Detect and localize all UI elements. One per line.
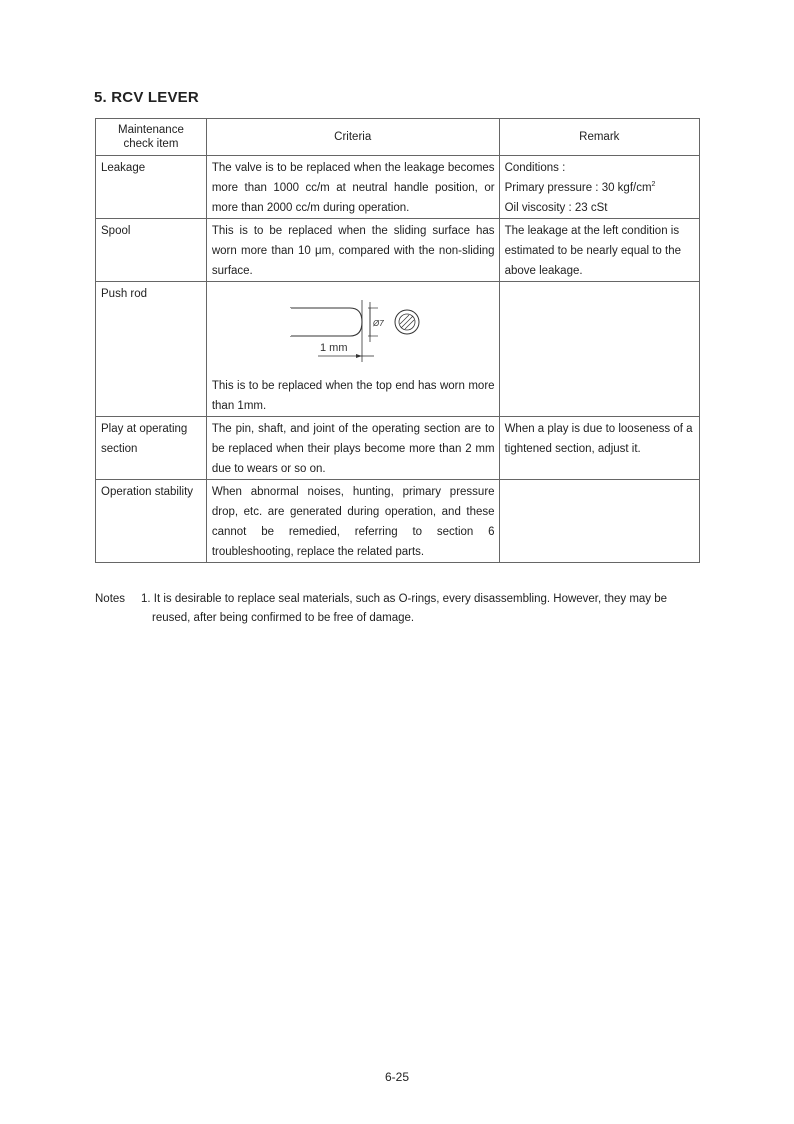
row-remark: When a play is due to looseness of a tightened section, adjust it. <box>499 417 699 480</box>
remark-line <box>505 178 695 198</box>
length-label: 1 mm <box>319 342 348 354</box>
header-criteria: Criteria <box>206 119 499 156</box>
maintenance-table <box>95 118 700 563</box>
diameter-label: Ø7 <box>372 319 384 328</box>
section-title: 5. RCV LEVER <box>94 89 199 106</box>
note-item <box>141 590 701 628</box>
row-remark <box>499 480 699 563</box>
row-item: Push rod <box>96 282 207 417</box>
table-row <box>96 282 700 417</box>
row-item: Spool <box>96 219 207 282</box>
row-criteria <box>206 282 499 417</box>
row-criteria: The valve is to be replaced when the leakage becomes more than 1000 cc/m at neutral handle position, or more than 2000 cc/m during operation. <box>206 156 499 219</box>
row-criteria-text: This is to be replaced when the top end has worn more than 1mm. <box>211 380 495 412</box>
row-remark: The leakage at the left condition is estimated to be nearly equal to the above leakage. <box>499 219 699 282</box>
remark-line: Conditions : <box>504 162 566 174</box>
remark-pressure: Primary pressure : 30 kgf/cm <box>504 182 652 194</box>
superscript: 2 <box>651 181 656 189</box>
table-header-row <box>96 119 700 156</box>
remark-line: Oil viscosity : 23 cSt <box>504 202 608 214</box>
row-item: Play at operating section <box>96 417 207 480</box>
row-item: Leakage <box>96 156 207 219</box>
notes-label: Notes <box>95 593 126 605</box>
table-row <box>96 156 700 219</box>
row-remark <box>499 156 699 219</box>
note-line: reused, after being confirmed to be free of damage. <box>152 612 415 624</box>
table-row <box>96 480 700 563</box>
row-criteria: The pin, shaft, and joint of the operating section are to be replaced when their plays become more than 2 mm due to wears or so on. <box>206 417 499 480</box>
header-remark: Remark <box>499 119 699 156</box>
row-remark <box>499 282 699 417</box>
table-row <box>96 219 700 282</box>
note-line: 1. It is desirable to replace seal materials, such as O-rings, every disassembling. However, they may be <box>141 593 668 605</box>
row-item: Operation stability <box>96 480 207 563</box>
header-check-item: Maintenance check item <box>96 119 207 156</box>
page-number: 6-25 <box>384 1070 410 1084</box>
row-criteria: This is to be replaced when the sliding surface has worn more than 10 μm, compared with the non-sliding surface. <box>206 219 499 282</box>
row-criteria: When abnormal noises, hunting, primary pressure drop, etc. are generated during operation, and these cannot be remedied, referring to section 6 troubleshooting, replace the related parts. <box>206 480 499 563</box>
push-rod-diagram <box>282 292 432 362</box>
table-row <box>96 417 700 480</box>
